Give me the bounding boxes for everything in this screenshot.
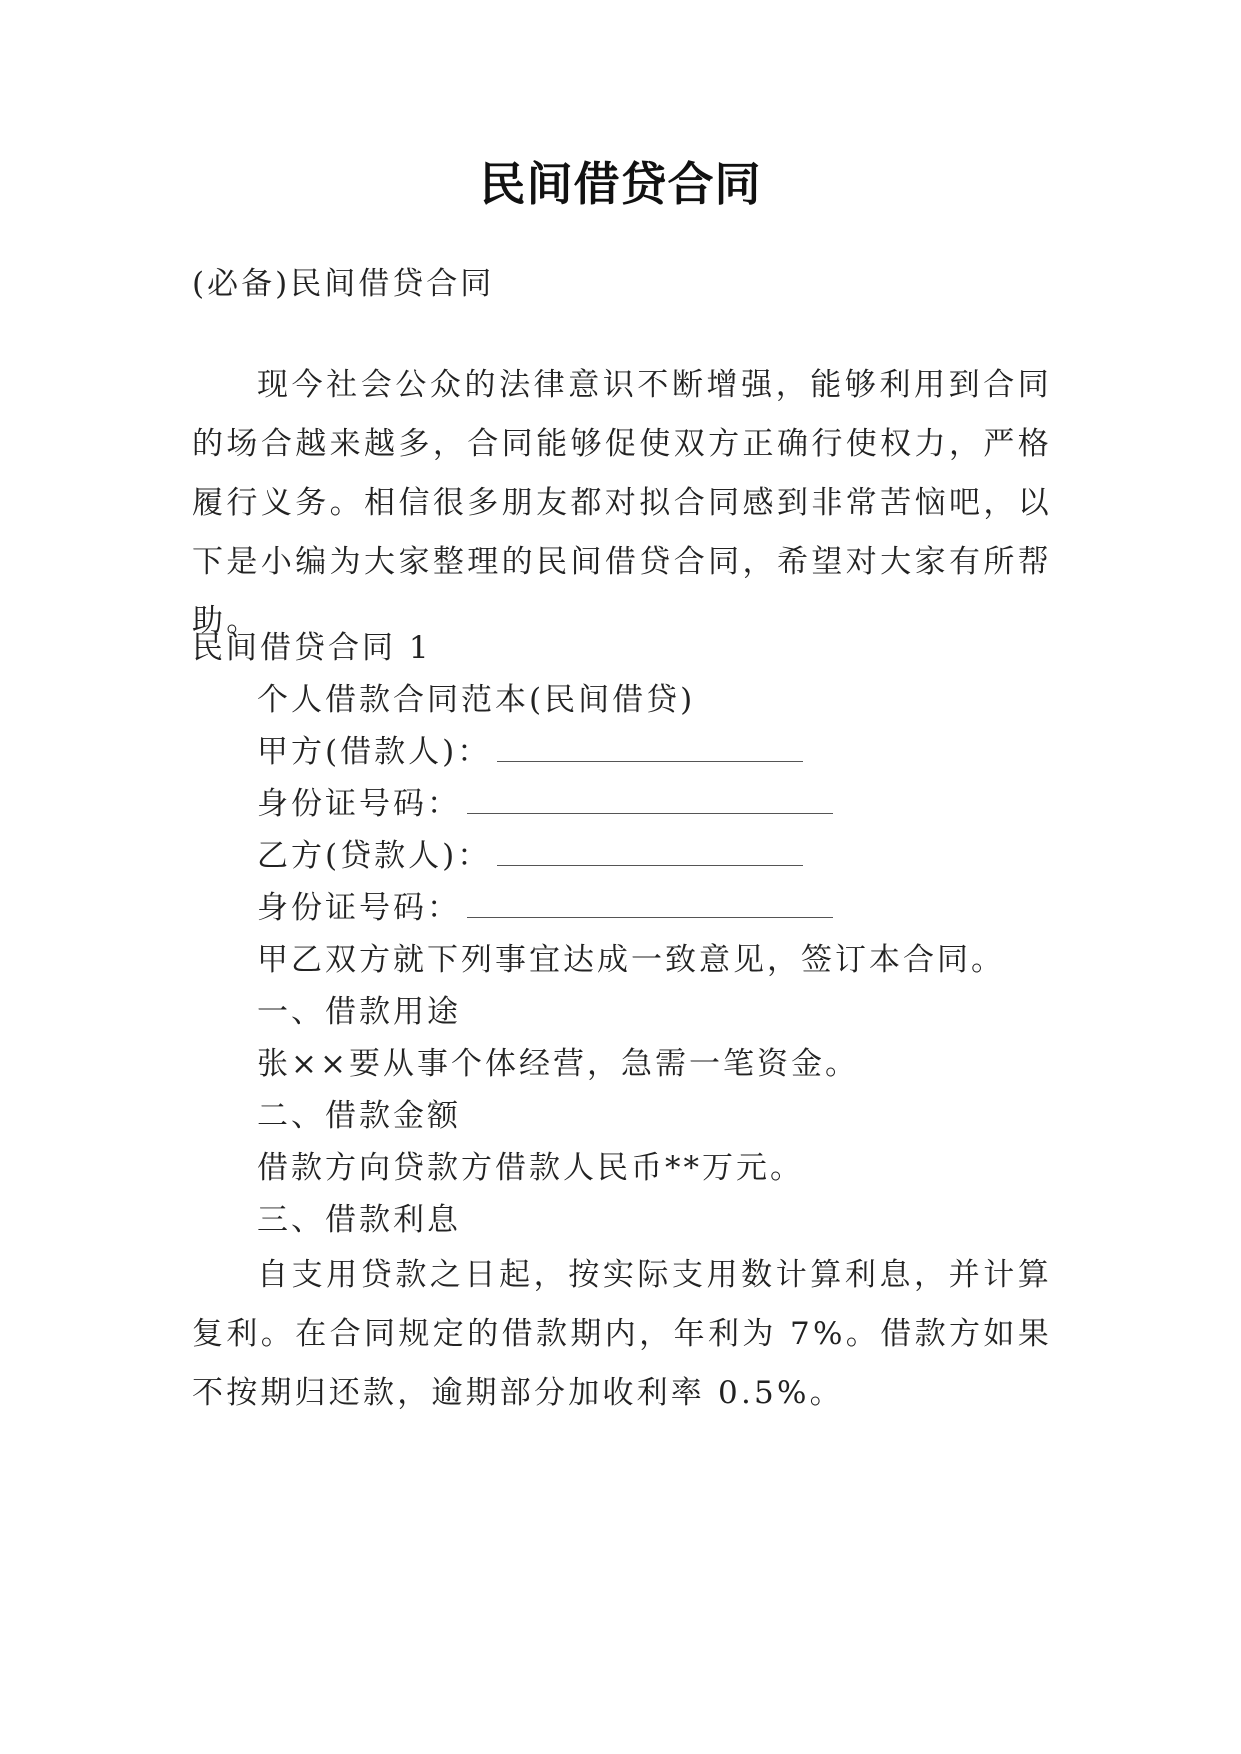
clause-heading-amount: 二、借款金额 [257, 1098, 461, 1134]
field-party-a [257, 730, 803, 774]
document-subtitle: (必备)民间借贷合同 [192, 266, 495, 302]
intro-paragraph: 现今社会公众的法律意识不断增强，能够利用到合同的场合越来越多，合同能够促使双方正确行使权力，严格履行义务。相信很多朋友都对拟合同感到非常苦恼吧，以下是小编为大家整理的民间借贷合同，希望对大家有所帮助。 [192, 367, 1052, 639]
field-label: 乙方(贷款人)： [257, 838, 492, 874]
clause-heading-interest: 三、借款利息 [257, 1202, 461, 1238]
fill-blank-line[interactable] [497, 735, 803, 762]
document-title: 民间借贷合同 [479, 157, 762, 211]
clause-body-purpose: 张××要从事个体经营，急需一笔资金。 [257, 1046, 859, 1082]
field-label: 身份证号码： [257, 890, 461, 926]
clause-body-amount: 借款方向贷款方借款人民币**万元。 [257, 1150, 804, 1186]
fill-blank-line[interactable] [467, 891, 833, 918]
field-label: 身份证号码： [257, 786, 461, 822]
agreement-statement: 甲乙双方就下列事宜达成一致意见，签订本合同。 [257, 942, 1005, 978]
fill-blank-line[interactable] [497, 839, 803, 866]
field-label: 甲方(借款人)： [257, 734, 492, 770]
section-heading: 民间借贷合同 1 [192, 630, 432, 666]
field-party-b [257, 834, 803, 878]
clause-heading-purpose: 一、借款用途 [257, 994, 461, 1030]
field-party-a-id [257, 782, 833, 826]
field-party-b-id [257, 886, 833, 930]
fill-blank-line[interactable] [467, 787, 833, 814]
template-title: 个人借款合同范本(民间借贷) [257, 682, 696, 718]
clause-body-interest: 自支用贷款之日起，按实际支用数计算利息，并计算复利。在合同规定的借款期内，年利为 7%。借款方如果不按期归还款，逾期部分加收利率 0.5%。 [192, 1257, 1052, 1411]
